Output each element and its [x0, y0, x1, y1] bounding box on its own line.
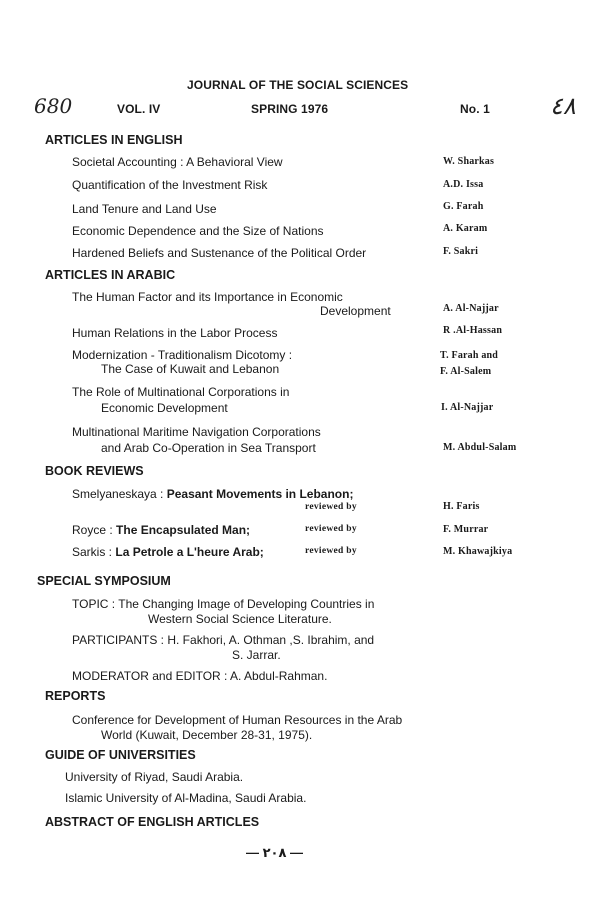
reviewer-name: H. Faris — [443, 501, 480, 512]
handwritten-note-left: 680 — [34, 94, 73, 118]
symposium-moderator: MODERATOR and EDITOR : A. Abdul-Rahman. — [72, 669, 328, 683]
section-heading-special-symposium: SPECIAL SYMPOSIUM — [37, 574, 171, 588]
list-item-title: Human Relations in the Labor Process — [72, 326, 278, 340]
section-heading-guide: GUIDE OF UNIVERSITIES — [45, 748, 196, 762]
review-book-title: Peasant Movements in Lebanon; — [166, 487, 354, 501]
volume-label: VOL. IV — [117, 102, 161, 116]
list-item-title: Hardened Beliefs and Sustenance of the Political Order — [72, 246, 367, 260]
list-item-author: R .Al-Hassan — [443, 325, 503, 336]
list-item-author: T. Farah and — [440, 350, 499, 361]
list-item-author: M. Abdul-Salam — [443, 442, 517, 453]
list-item-author: W. Sharkas — [443, 156, 495, 167]
list-item-author: G. Farah — [443, 201, 484, 212]
review-book-author: Royce : — [72, 523, 113, 537]
review-row — [72, 545, 264, 559]
issue-number: No. 1 — [460, 102, 490, 116]
review-row — [72, 523, 250, 537]
list-item-title-continued: Economic Development — [101, 401, 228, 415]
list-item: University of Riyad, Saudi Arabia. — [65, 770, 244, 784]
list-item-title: Land Tenure and Land Use — [72, 202, 217, 216]
reviewer-name: M. Khawajkiya — [443, 546, 513, 557]
list-item-author: A. Karam — [443, 223, 488, 234]
symposium-topic: TOPIC : The Changing Image of Developing Countries in — [72, 597, 375, 611]
review-book-author: Smelyaneskaya : — [72, 487, 164, 501]
list-item-title: Economic Dependence and the Size of Nations — [72, 224, 324, 238]
list-item-author: F. Sakri — [443, 246, 479, 257]
list-item-title: The Human Factor and its Importance in Economic — [72, 290, 343, 304]
list-item-title-continued: and Arab Co-Operation in Sea Transport — [101, 441, 316, 455]
list-item-author: I. Al-Najjar — [441, 402, 494, 413]
reviewed-by-label: reviewed by — [305, 546, 357, 556]
list-item-author: A. Al-Najjar — [443, 303, 499, 314]
review-book-title: The Encapsulated Man; — [116, 523, 251, 537]
section-heading-book-reviews: BOOK REVIEWS — [45, 464, 144, 478]
section-heading-articles-english: ARTICLES IN ENGLISH — [45, 133, 183, 147]
journal-title: JOURNAL OF THE SOCIAL SCIENCES — [187, 78, 409, 92]
section-heading-abstract: ABSTRACT OF ENGLISH ARTICLES — [45, 815, 260, 829]
report-item-continued: World (Kuwait, December 28-31, 1975). — [101, 728, 313, 742]
list-item-title: Multinational Maritime Navigation Corporations — [72, 425, 321, 439]
review-book-author: Sarkis : — [72, 545, 113, 559]
list-item-title-continued: The Case of Kuwait and Lebanon — [101, 362, 280, 376]
list-item-title: The Role of Multinational Corporations in — [72, 385, 290, 399]
issue-date: SPRING 1976 — [251, 102, 329, 116]
list-item-title: Societal Accounting : A Behavioral View — [72, 155, 283, 169]
page-number: — ٢٠٨ — — [246, 845, 304, 860]
handwritten-note-right: ٤٨ — [550, 92, 576, 120]
reviewed-by-label: reviewed by — [305, 524, 357, 534]
reviewer-name: F. Murrar — [443, 524, 489, 535]
list-item-title-continued: Development — [320, 304, 391, 318]
reviewed-by-label: reviewed by — [305, 502, 357, 512]
report-item: Conference for Development of Human Resources in the Arab — [72, 713, 403, 727]
review-row — [72, 487, 353, 501]
list-item: Islamic University of Al-Madina, Saudi Arabia. — [65, 791, 307, 805]
list-item-author: A.D. Issa — [443, 179, 484, 190]
section-heading-reports: REPORTS — [45, 689, 106, 703]
list-item-title: Modernization - Traditionalism Dicotomy : — [72, 348, 293, 362]
symposium-participants-continued: S. Jarrar. — [232, 648, 281, 662]
list-item-author-continued: F. Al-Salem — [440, 366, 492, 377]
symposium-participants: PARTICIPANTS : H. Fakhori, A. Othman ,S. Ibrahim, and — [72, 633, 375, 647]
list-item-title: Quantification of the Investment Risk — [72, 178, 268, 192]
symposium-topic-continued: Western Social Science Literature. — [148, 612, 332, 626]
review-book-title: La Petrole a L'heure Arab; — [115, 545, 264, 559]
section-heading-articles-arabic: ARTICLES IN ARABIC — [45, 268, 176, 282]
